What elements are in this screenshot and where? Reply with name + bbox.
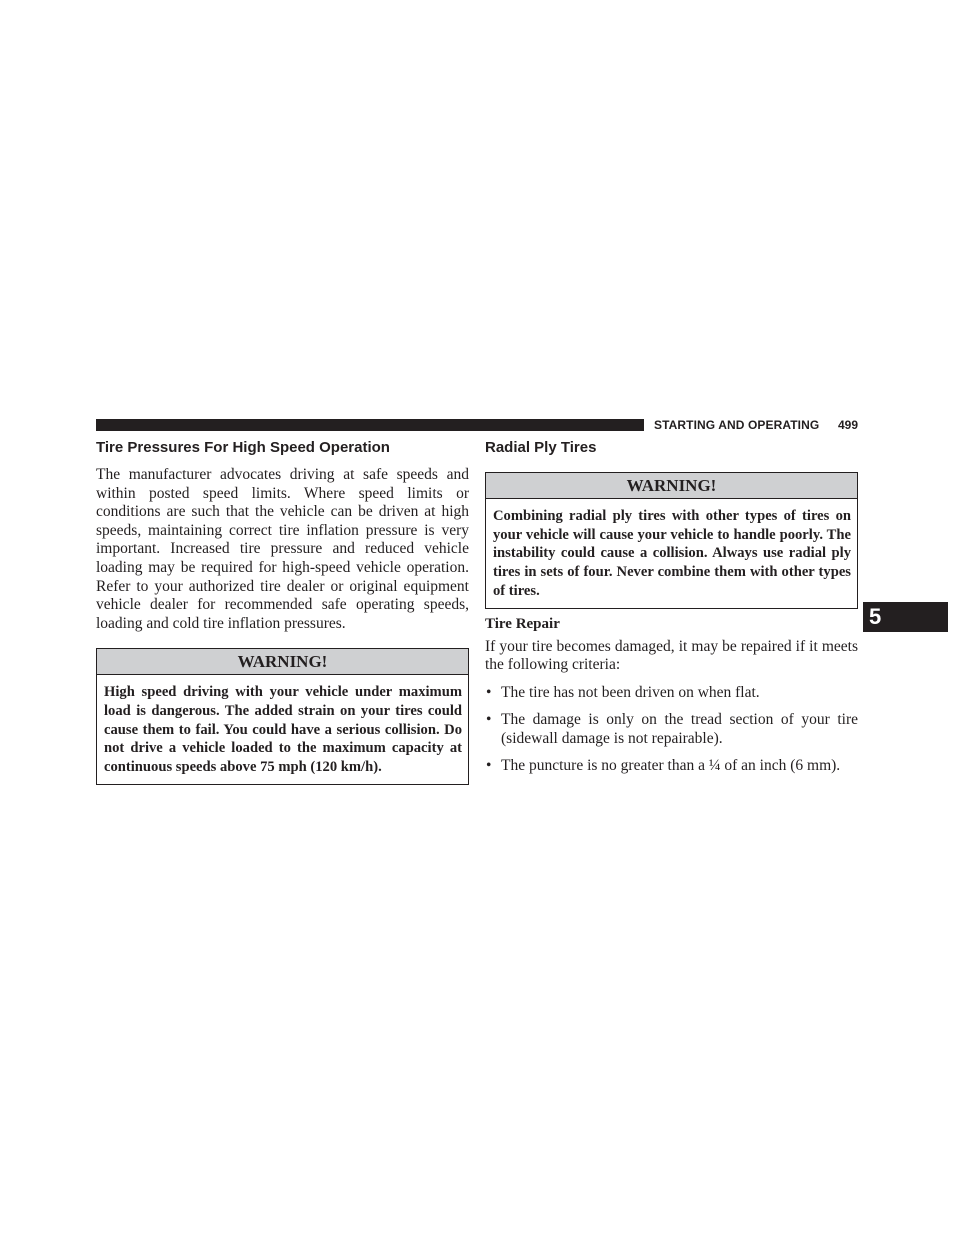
bullet-icon: •	[486, 683, 492, 701]
warning-text: Combining radial ply tires with other types of tires on your vehicle will cause your vehicle to handle poorly. The instability could cause a collision. Always use radial ply tires in sets of four. Never combine them with other types of tires.	[493, 508, 851, 599]
warning-title: WARNING!	[486, 473, 857, 499]
left-column	[96, 438, 469, 785]
header-rule	[96, 419, 644, 431]
warning-text: High speed driving with your vehicle under maximum load is dangerous. The added strain on your tires could cause them to fail. You could have a serious collision. Do not drive a vehicle loaded to the maximum capacity at continuous speeds above 75 mph (120 km/h).	[104, 684, 462, 776]
list-item: • The damage is only on the tread section of your tire (sidewall damage is not repairable).	[486, 711, 858, 747]
list-item: • The puncture is no greater than a ¼ of an inch (6 mm).	[486, 757, 841, 775]
list-item: • The tire has not been driven on when flat.	[486, 683, 760, 701]
warning-box-high-speed	[96, 648, 469, 785]
warning-title: WARNING!	[97, 649, 468, 675]
running-header-section: STARTING AND OPERATING	[654, 418, 820, 432]
tire-repair-intro: If your tire becomes damaged, it may be repaired if it meets the following criteria:	[485, 637, 858, 674]
section-heading-radial: Radial Ply Tires	[485, 439, 597, 456]
right-column	[485, 438, 858, 785]
section-heading-high-speed: Tire Pressures For High Speed Operation	[96, 439, 390, 456]
page-number: 499	[838, 418, 859, 432]
chapter-tab: 5	[863, 602, 948, 632]
bullet-icon: •	[486, 711, 492, 729]
subheading-tire-repair: Tire Repair	[485, 615, 560, 632]
high-speed-paragraph: The manufacturer advocates driving at safe speeds and within posted speed limits. Where speed limits or conditions are such that the vehicle can be driven at high speeds, maintaining correct tire inflation pressure is very important. Increased tire pressure and reduced vehicle loading may be required for high-speed vehicle operation. Refer to your authorized tire dealer or original equipment vehicle dealer for recommended safe operating speeds, loading and cold tire inflation pressures.	[96, 466, 469, 632]
warning-box-radial	[485, 472, 858, 609]
criteria-list	[485, 684, 858, 776]
bullet-icon: •	[486, 757, 492, 775]
